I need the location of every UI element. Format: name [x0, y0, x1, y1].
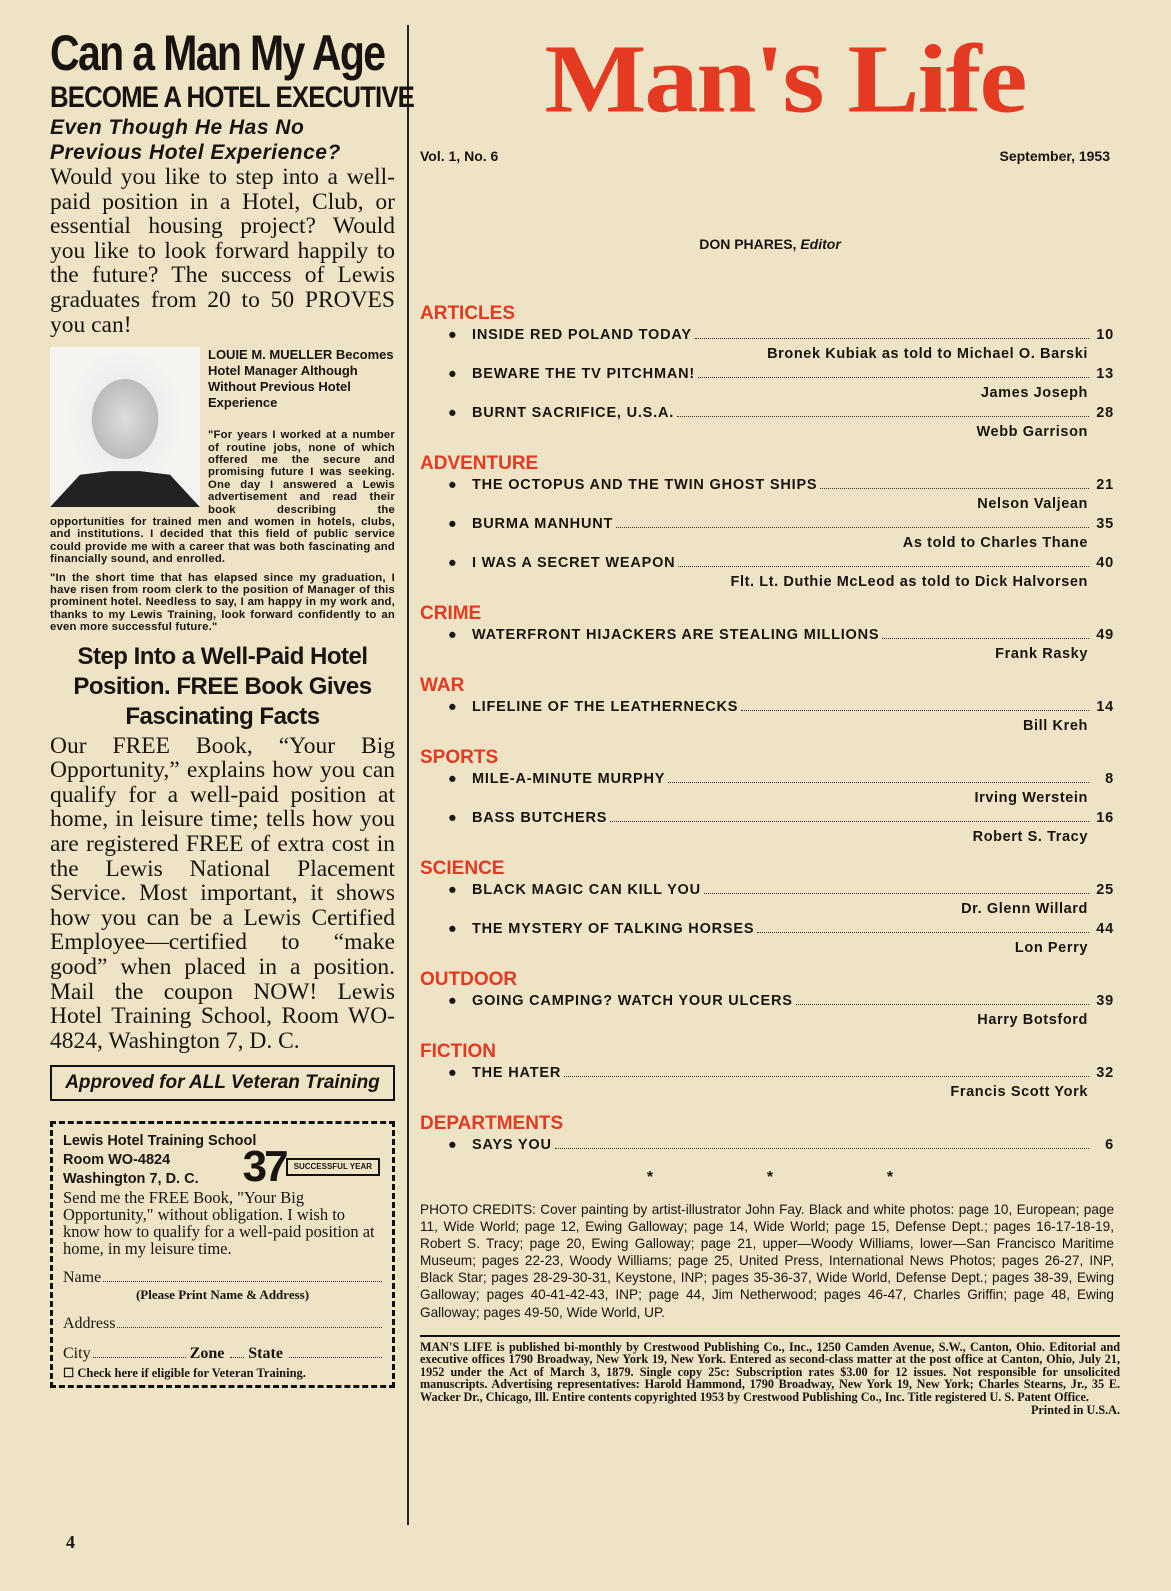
- checkbox-icon[interactable]: ☐: [63, 1366, 75, 1381]
- dot-leader: [757, 932, 1089, 933]
- dot-leader: [668, 782, 1089, 783]
- mail-coupon: [50, 1121, 395, 1388]
- article-title[interactable]: BASS BUTCHERS: [472, 810, 608, 826]
- print-note: (Please Print Name & Address): [135, 1287, 310, 1303]
- bullet-icon: ●: [448, 477, 458, 493]
- publisher-notice: [420, 1339, 1120, 1417]
- article-author: Flt. Lt. Duthie McLeod as told to Dick Halvorsen: [730, 574, 1088, 590]
- toc-entry[interactable]: [420, 809, 1120, 847]
- toc-entry[interactable]: [420, 920, 1120, 958]
- coupon-room: Room WO-4824: [63, 1152, 171, 1169]
- ad-subheading: Step Into a Well-Paid Hotel Position. FREE Book Gives Fascinating Facts: [73, 642, 372, 730]
- bullet-icon: ●: [448, 921, 458, 937]
- dot-leader: [796, 1004, 1089, 1005]
- article-author: As told to Charles Thane: [902, 535, 1088, 551]
- testimonial-caption: LOUIE M. MUELLER Becomes Hotel Manager Although Without Previous Hotel Experience: [208, 347, 394, 411]
- dot-leader: [616, 527, 1089, 528]
- badge-number: 37: [242, 1142, 286, 1192]
- table-of-contents: [420, 302, 1120, 1155]
- bullet-icon: ●: [448, 327, 458, 343]
- article-title[interactable]: INSIDE RED POLAND TODAY: [472, 327, 692, 343]
- bullet-icon: ●: [448, 1137, 458, 1153]
- page-ref: 6: [1105, 1137, 1114, 1153]
- testimonial-quote-2: "In the short time that has elapsed since my graduation, I have risen from room clerk to the position of Manager of this prominent hotel. Needless to say, I am happy in my work and, thanks to my Lewis Training, look forward confidently to an even more successful future.": [50, 571, 395, 634]
- toc-entry[interactable]: [420, 476, 1120, 514]
- city-label: City: [63, 1345, 91, 1363]
- dot-leader: [610, 821, 1089, 822]
- article-author: Bill Kreh: [1022, 718, 1088, 734]
- ad-question: Even Though He Has No Previous Hotel Experience?: [50, 116, 341, 164]
- hotel-ad: [50, 25, 415, 1388]
- article-author: Harry Botsford: [977, 1012, 1088, 1028]
- page-ref: 35: [1096, 516, 1114, 532]
- anniversary-badge: [243, 1142, 380, 1192]
- page-ref: 14: [1096, 699, 1114, 715]
- bullet-icon: ●: [448, 810, 458, 826]
- column-divider: [407, 25, 409, 1525]
- toc-entry[interactable]: [420, 992, 1120, 1030]
- publisher-text: MAN'S LIFE is published bi-monthly by Crestwood Publishing Co., Inc., 1250 Camden Avenue, S.W., Canton, Ohio. Editorial and executive offices 1790 Broadway, New York 19, New York. Entered as second-class matter at the post office at Canton, Ohio, July 21, 1952 under the Act of March 3, 1879. Single copy 25c: Subscription rates $3.00 for 12 issues. Not responsible for unsolicited manuscripts. Advertising representatives: Harold Hammond, 1790 Broadway, New York 19, New York; Charles Stearns, Jr., 35 E. Wacker Dr., Chicago, Ill. Entire contents copyrighted 1953 by Crestwood Publishing Co., Inc. Title registered U. S. Patent Office.: [420, 1339, 1120, 1405]
- contents-column: [420, 20, 1120, 1416]
- ad-intro: Would you like to step into a well-paid position in a Hotel, Club, or essential housing project? Would you like to look forward happily to the future? The success of Lewis graduates from 20 to 50 PROVES you can!: [50, 164, 395, 338]
- page-ref: 10: [1096, 327, 1114, 343]
- page-ref: 39: [1096, 993, 1114, 1009]
- article-title[interactable]: SAYS YOU: [472, 1137, 552, 1153]
- article-title[interactable]: GOING CAMPING? WATCH YOUR ULCERS: [472, 993, 793, 1009]
- article-title[interactable]: BLACK MAGIC CAN KILL YOU: [472, 882, 701, 898]
- name-label: Name: [63, 1269, 102, 1287]
- toc-section-heading: DEPARTMENTS: [420, 1113, 564, 1134]
- toc-section-heading: FICTION: [420, 1041, 496, 1062]
- dot-leader: [564, 1076, 1089, 1077]
- bullet-icon: ●: [448, 993, 458, 1009]
- article-author: Dr. Glenn Willard: [961, 901, 1088, 917]
- page-ref: 13: [1096, 366, 1114, 382]
- article-title[interactable]: LIFELINE OF THE LEATHERNECKS: [472, 699, 739, 715]
- toc-entry[interactable]: [420, 1136, 1120, 1155]
- toc-entry[interactable]: [420, 326, 1120, 364]
- article-title[interactable]: MILE-A-MINUTE MURPHY: [472, 771, 666, 787]
- article-author: Frank Rasky: [995, 646, 1088, 662]
- dot-leader: [678, 566, 1089, 567]
- bullet-icon: ●: [448, 882, 458, 898]
- veteran-banner: Approved for ALL Veteran Training: [50, 1065, 395, 1101]
- article-title[interactable]: THE HATER: [472, 1065, 562, 1081]
- article-author: Webb Garrison: [976, 424, 1088, 440]
- article-author: James Joseph: [980, 385, 1088, 401]
- volume: Vol. 1, No. 6: [420, 148, 499, 164]
- divider-stars: [420, 1169, 1120, 1187]
- toc-entry[interactable]: [420, 515, 1120, 553]
- dot-leader: [555, 1148, 1089, 1149]
- page-ref: 21: [1096, 477, 1114, 493]
- divider-rule: [420, 1335, 1120, 1337]
- bullet-icon: ●: [448, 627, 458, 643]
- veteran-check-label: Check here if eligible for Veteran Training.: [77, 1366, 306, 1381]
- toc-entry[interactable]: [420, 404, 1120, 442]
- article-title[interactable]: THE MYSTERY OF TALKING HORSES: [472, 921, 755, 937]
- editor-name: DON PHARES,: [699, 236, 797, 252]
- magazine-logo: Man's Life: [544, 26, 1026, 134]
- coupon-body: Send me the FREE Book, "Your Big Opportunity," without obligation. I wish to know how to qualify for a well-paid position at home, in my leisure time.: [63, 1188, 375, 1259]
- article-title[interactable]: BURNT SACRIFICE, U.S.A.: [472, 405, 675, 421]
- toc-entry[interactable]: [420, 698, 1120, 736]
- page-ref: 8: [1105, 771, 1114, 787]
- article-title[interactable]: THE OCTOPUS AND THE TWIN GHOST SHIPS: [472, 477, 818, 493]
- article-author: Robert S. Tracy: [972, 829, 1088, 845]
- dot-leader: [677, 416, 1089, 417]
- address-label: Address: [63, 1315, 116, 1333]
- toc-section-heading: ARTICLES: [420, 303, 515, 324]
- bullet-icon: ●: [448, 405, 458, 421]
- bullet-icon: ●: [448, 699, 458, 715]
- editor-role: Editor: [800, 236, 841, 252]
- article-title[interactable]: BEWARE THE TV PITCHMAN!: [472, 366, 696, 382]
- dot-leader: [741, 710, 1089, 711]
- photo-credits: PHOTO CREDITS: Cover painting by artist-illustrator John Fay. Black and white photos: page 10, European; page 11, Wide World; page 12, Ewing Galloway; page 14, Wide World; page 15, Defense Dept.; pages 16-17-18-19, Robert S. Tracy; page 20, Ewing Galloway; page 21, upper—Woody Williams, lower—San Francisco Maritime Museum; pages 22-23, Woody Williams; page 25, United Press, International News Photos; pages 26-27, INP, Black Star; pages 28-29-30-31, Keystone, INP; pages 35-36-37, Wide World, Defense Dept.; pages 38-39, Ewing Galloway; pages 40-41-42-43, INP; page 44, Jim Netherwood; pages 46-47, Charles Griffin; page 48, Ewing Galloway; pages 49-50, Wide World, UP.: [420, 1202, 1114, 1320]
- editor-credit: [420, 236, 1120, 252]
- dot-leader: [704, 893, 1089, 894]
- veteran-checkbox[interactable]: [63, 1365, 382, 1381]
- dot-leader: [695, 338, 1089, 339]
- zone-label: Zone: [189, 1345, 225, 1363]
- issue-date: September, 1953: [999, 148, 1110, 164]
- bullet-icon: ●: [448, 366, 458, 382]
- toc-entry[interactable]: [420, 1064, 1120, 1102]
- article-author: Francis Scott York: [950, 1084, 1088, 1100]
- city-zone-state-field[interactable]: [63, 1345, 382, 1363]
- toc-entry[interactable]: [420, 554, 1120, 592]
- toc-section-heading: OUTDOOR: [420, 969, 518, 990]
- toc-entry[interactable]: [420, 770, 1120, 808]
- ad-body: Our FREE Book, “Your Big Opportunity,” explains how you can qualify for a well-paid position at home, in leisure time; tells how you are registered FREE of extra cost in the Lewis National Placement Service. Most important, it shows how you can be a Lewis Certified Employee—certified to “make good” when placed in a position. Mail the coupon NOW! Lewis Hotel Training School, Room WO-4824, Washington 7, D. C.: [50, 732, 395, 1054]
- bullet-icon: ●: [448, 1065, 458, 1081]
- name-field[interactable]: [63, 1269, 382, 1287]
- testimonial-quote-1: "For years I worked at a number of routine jobs, none of which offered me the secure and promising future I was seeking. One day I answered a Lewis advertisement and read their book describing the opportunities for trained men and women in hotels, clubs, and institutions. I decided that this field of public service could provide me with a career that was both fascinating and financially sound, and enrolled.: [50, 429, 395, 566]
- ad-headline: Can a Man My Age: [50, 25, 385, 81]
- toc-section-heading: SCIENCE: [420, 858, 505, 879]
- coupon-school: Lewis Hotel Training School: [63, 1133, 257, 1150]
- printed-in: Printed in U.S.A.: [1030, 1402, 1120, 1417]
- star: *: [886, 1169, 894, 1186]
- page-ref: 28: [1096, 405, 1114, 421]
- badge-text: SUCCESSFUL YEAR: [286, 1158, 380, 1176]
- page-ref: 16: [1096, 810, 1114, 826]
- dot-leader: [820, 488, 1089, 489]
- article-title[interactable]: WATERFRONT HIJACKERS ARE STEALING MILLIONS: [472, 627, 880, 643]
- toc-section-heading: CRIME: [420, 603, 482, 624]
- dot-leader: [882, 638, 1089, 639]
- state-label: State: [248, 1345, 283, 1363]
- article-title[interactable]: I WAS A SECRET WEAPON: [472, 555, 676, 571]
- page-number: 4: [66, 1532, 75, 1552]
- dot-leader: [698, 377, 1089, 378]
- toc-section-heading: SPORTS: [420, 747, 499, 768]
- page-ref: 44: [1096, 921, 1114, 937]
- toc-entry[interactable]: [420, 881, 1120, 919]
- page-ref: 49: [1096, 627, 1114, 643]
- bullet-icon: ●: [448, 771, 458, 787]
- toc-section-heading: ADVENTURE: [420, 453, 539, 474]
- bullet-icon: ●: [448, 516, 458, 532]
- ad-subhead: BECOME A HOTEL EXECUTIVE: [50, 81, 415, 114]
- article-author: Bronek Kubiak as told to Michael O. Barski: [767, 346, 1088, 362]
- coupon-city: Washington 7, D. C.: [63, 1171, 199, 1188]
- article-author: Nelson Valjean: [977, 496, 1088, 512]
- testimonial-photo: [50, 347, 200, 507]
- article-author: Lon Perry: [1014, 940, 1088, 956]
- address-field[interactable]: [63, 1315, 382, 1333]
- bullet-icon: ●: [448, 555, 458, 571]
- star: *: [646, 1169, 654, 1186]
- issue-info: [420, 148, 1120, 164]
- star: *: [766, 1169, 774, 1186]
- article-title[interactable]: BURMA MANHUNT: [472, 516, 614, 532]
- page-ref: 40: [1096, 555, 1114, 571]
- toc-entry[interactable]: [420, 365, 1120, 403]
- article-author: Irving Werstein: [974, 790, 1088, 806]
- page-ref: 25: [1096, 882, 1114, 898]
- toc-entry[interactable]: [420, 626, 1120, 664]
- page-ref: 32: [1096, 1065, 1114, 1081]
- toc-section-heading: WAR: [420, 675, 465, 696]
